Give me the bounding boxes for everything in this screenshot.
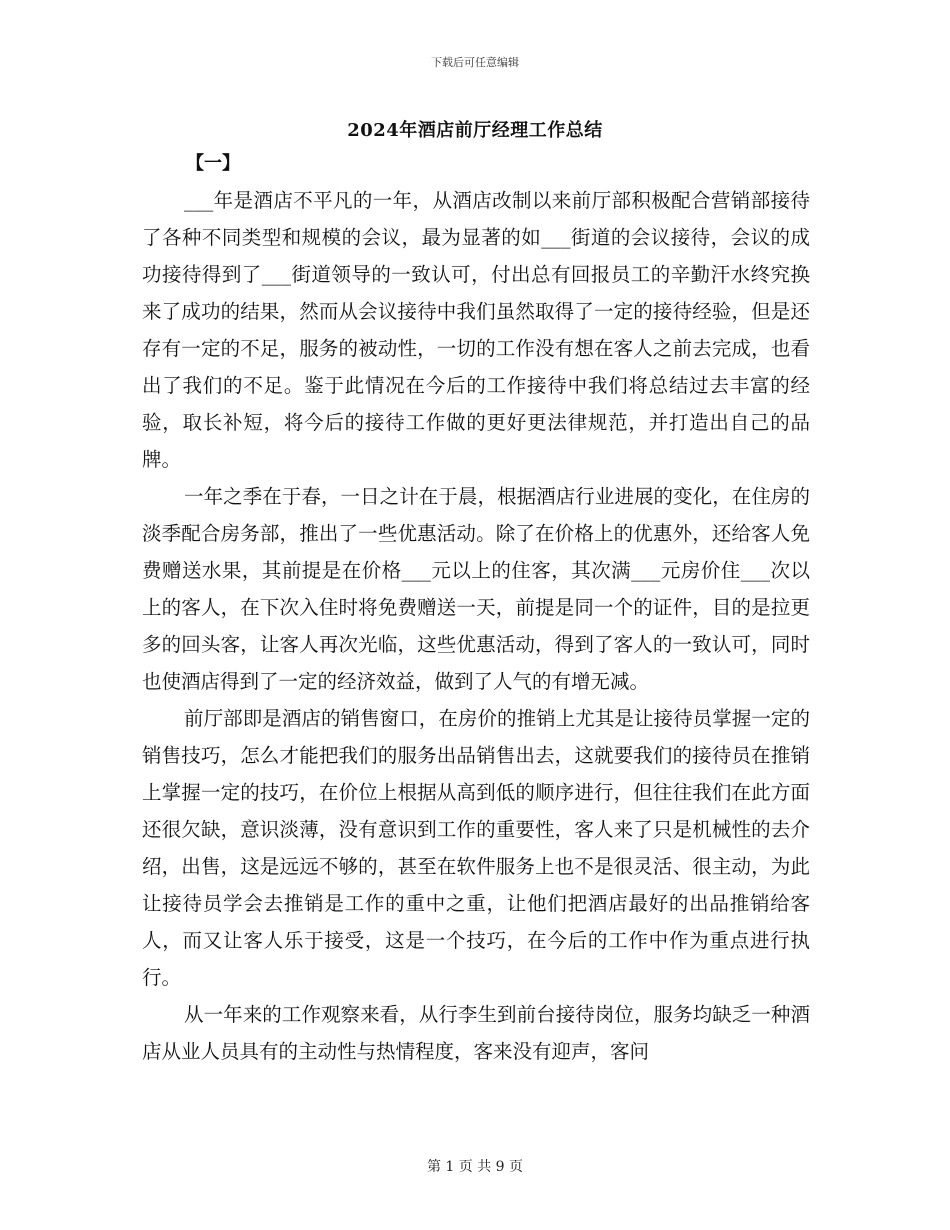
header-note: 下载后可任意编辑 — [431, 56, 519, 69]
page-footer: 第 1 页 共 9 页 — [426, 1159, 524, 1175]
document-title: 2024年酒店前厅经理工作总结 — [347, 120, 603, 141]
paragraph-1: ___年是酒店不平凡的一年，从酒店改制以来前厅部积极配合营销部接待了各种不同类型和规模的会议，最为显著的如___街道的会议接待，会议的成功接待得到了___街道领导的一致认可，付出总有回报员工的辛勤汗水终究换来了成功的结果，然而从会议接待中我们虽然取得了一定的接待经验，但是还存有一定的不足，服务的被动性，一切的工作没有想在客人之前去完成，也看出了我们的不足。鉴于此情况在今后的工作接待中我们将总结过去丰富的经验，取长补短，将今后的接待工作做的更好更法律规范，并打造出自己的品牌。 — [142, 189, 810, 471]
paragraph-3: 前厅部即是酒店的销售窗口，在房价的推销上尤其是让接待员掌握一定的销售技巧，怎么才能把我们的服务出品销售出去，这就要我们的接待员在推销上掌握一定的技巧，在价位上根据从高到低的顺序进行，但往往我们在此方面还很欠缺，意识淡薄，没有意识到工作的重要性，客人来了只是机械性的去介绍，出售，这是远远不够的，甚至在软件服务上也不是很灵活、很主动，为此让接待员学会去推销是工作的重中之重，让他们把酒店最好的出品推销给客人，而又让客人乐于接受，这是一个技巧，在今后的工作中作为重点进行执行。 — [142, 707, 810, 989]
paragraph-2: 一年之季在于春，一日之计在于晨，根据酒店行业进展的变化，在住房的淡季配合房务部，推出了一些优惠活动。除了在价格上的优惠外，还给客人免费赠送水果，其前提是在价格___元以上的住客，其次满___元房价住___次以上的客人，在下次入住时将免费赠送一天，前提是同一个的证件，目的是拉更多的回头客，让客人再次光临，这些优惠活动，得到了客人的一致认可，同时也使酒店得到了一定的经济效益，做到了人气的有增无减。 — [142, 485, 810, 693]
section-label: 【一】 — [186, 153, 240, 174]
document-body — [142, 182, 810, 1070]
paragraph-4: 从一年来的工作观察来看，从行李生到前台接待岗位，服务均缺乏一种酒店从业人员具有的主动性与热情程度，客来没有迎声，客问 — [142, 1003, 810, 1063]
